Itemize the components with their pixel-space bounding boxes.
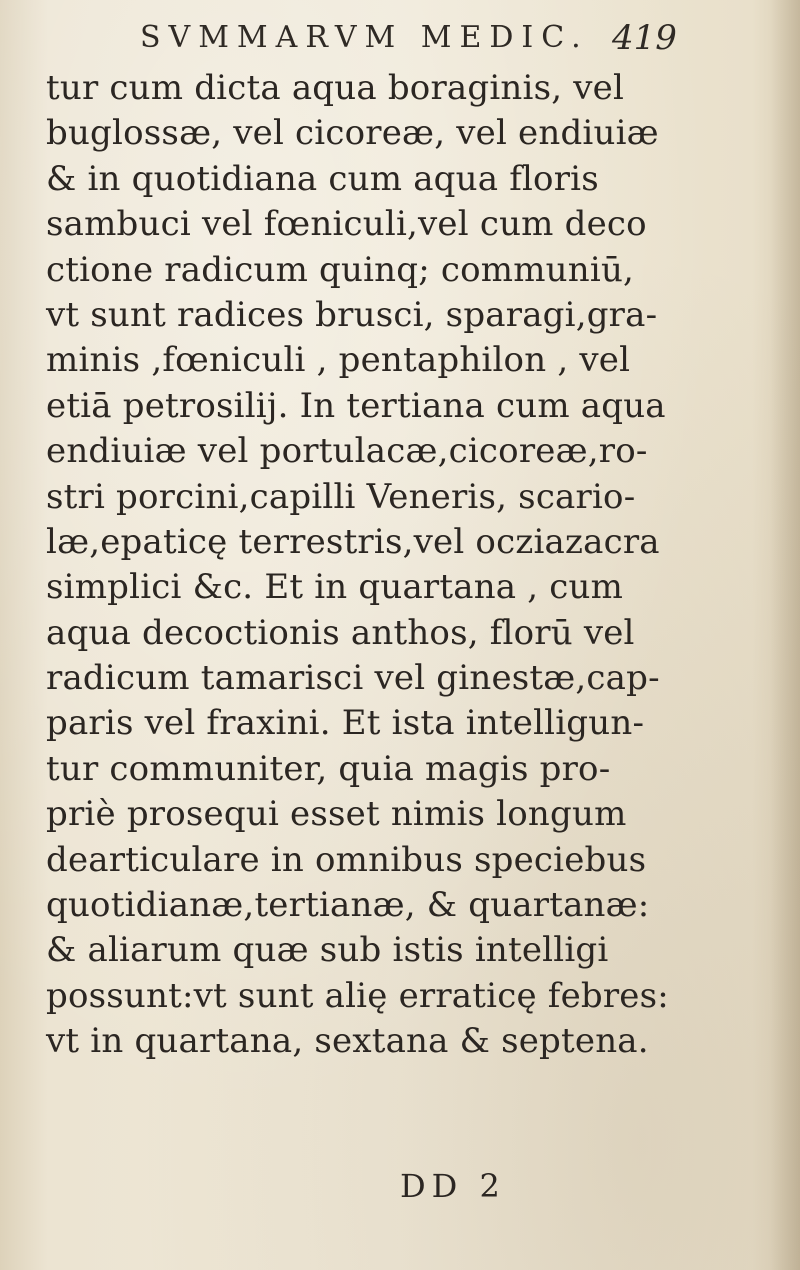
text-line: quotidianæ,tertianæ, & quartanæ: <box>46 885 650 926</box>
text-line: buglossæ, vel cicoreæ, vel endiuiæ <box>46 113 659 154</box>
text-line: endiuiæ vel portulacæ,cicoreæ,ro- <box>46 431 648 472</box>
text-line: paris vel fraxini. Et ista intelligun- <box>46 703 645 744</box>
text-line: vt in quartana, sextana & septena. <box>46 1021 649 1062</box>
text-line: aqua decoctionis anthos, florū vel <box>46 612 635 653</box>
text-line: ctione radicum quinq; communiū, <box>46 249 635 290</box>
text-line: minis ,fœniculi , pentaphilon , vel <box>46 340 631 381</box>
text-line: priè prosequi esset nimis longum <box>46 794 627 835</box>
text-line: dearticulare in omnibus speciebus <box>46 839 647 880</box>
text-line: simplici &c. Et in quartana , cum <box>46 567 624 608</box>
text-line: stri porcini,capilli Veneris, scario- <box>46 476 636 517</box>
text-line: tur communiter, quia magis pro- <box>46 748 611 789</box>
text-line: læ,epaticę terrestris,vel ocziazacra <box>46 521 660 562</box>
text-line: radicum tamarisci vel ginestæ,cap- <box>46 658 660 699</box>
text-line: & aliarum quæ sub istis intelligi <box>46 930 609 971</box>
text-line: sambuci vel fœniculi,vel cum deco <box>46 204 647 245</box>
text-line: etiā petrosilij. In tertiana cum aqua <box>46 385 666 426</box>
page-number: 419 <box>612 18 677 58</box>
page-header <box>0 18 800 68</box>
text-line: possunt:vt sunt alię erraticę febres: <box>46 975 669 1016</box>
page-edge-shadow <box>770 0 800 1270</box>
text-line: & in quotidiana cum aqua floris <box>46 158 599 199</box>
running-head: SVMMARVM MEDIC. <box>140 20 589 55</box>
signature-mark: DD 2 <box>400 1167 506 1205</box>
body-text <box>46 66 686 1065</box>
text-line: tur cum dicta aqua boraginis, vel <box>46 68 625 108</box>
text-line: vt sunt radices brusci, sparagi,gra- <box>46 294 658 335</box>
